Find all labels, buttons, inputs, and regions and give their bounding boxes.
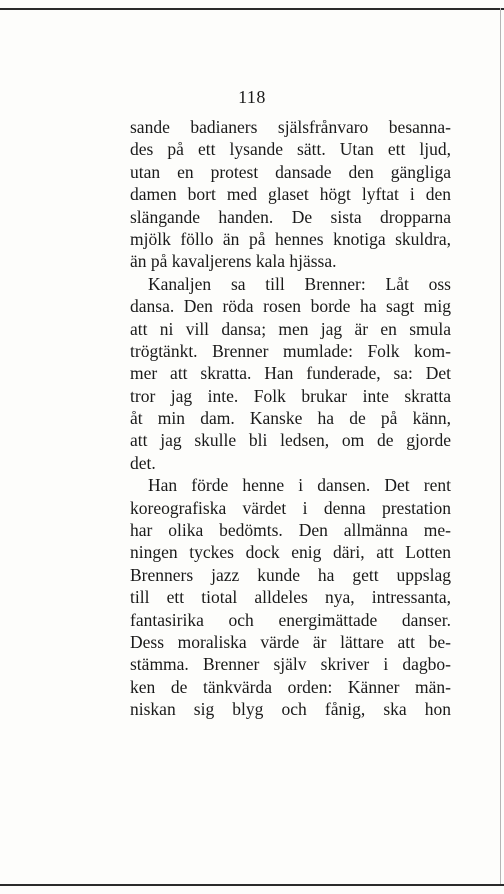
text-line: dansa. Den röda rosen borde ha sagt mig: [130, 296, 451, 317]
text-line: mer att skratta. Han funderade, sa: Det: [130, 363, 451, 384]
text-line: des på ett lysande sätt. Utan ett ljud,: [130, 139, 451, 160]
bottom-border: [0, 884, 504, 886]
text-line: att ni vill dansa; men jag är en smula: [130, 318, 451, 339]
text-line: mjölk föllo än på hennes knotiga skuldra,: [130, 228, 451, 249]
text-line: slängande handen. De sista dropparna: [130, 206, 451, 227]
text-line: stämma. Brenner själv skriver i dagbo-: [130, 654, 451, 675]
text-line: Dess moraliska värde är lättare att be-: [130, 631, 451, 652]
text-line: har olika bedömts. Den allmänna me-: [130, 520, 451, 541]
text-line: damen bort med glaset högt lyftat i den: [130, 184, 451, 205]
body-text: [130, 116, 451, 721]
page-edge: [500, 8, 501, 886]
text-line: tror jag inte. Folk brukar inte skratta: [130, 385, 451, 406]
paragraph-first-line: Kanaljen sa till Brenner: Låt oss: [148, 273, 451, 294]
text-line: fantasirika och energimättade danser.: [130, 609, 451, 630]
page-number: 118: [238, 87, 266, 107]
text-line: trögtänkt. Brenner mumlade: Folk kom-: [130, 340, 451, 361]
text-line: åt min dam. Kanske ha de på känn,: [130, 408, 451, 429]
text-line: utan en protest dansade den gängliga: [130, 161, 451, 182]
text-line: det.: [130, 452, 156, 473]
text-line: än på kavaljerens kala hjässa.: [130, 251, 337, 272]
text-line: Brenners jazz kunde ha gett uppslag: [130, 564, 451, 585]
top-border: [0, 8, 504, 10]
text-line: ningen tyckes dock enig däri, att Lotten: [130, 542, 451, 563]
text-line: koreografiska värdet i denna prestation: [130, 497, 451, 518]
text-line: till ett tiotal alldeles nya, intressanta,: [130, 587, 451, 608]
text-line: att jag skulle bli ledsen, om de gjorde: [130, 430, 451, 451]
text-line: sande badianers själsfrånvaro besanna-: [130, 117, 451, 137]
text-line: ken de tänkvärda orden: Känner män-: [130, 676, 451, 697]
paragraph-first-line: Han förde henne i dansen. Det rent: [148, 475, 451, 496]
text-line: niskan sig blyg och fånig, ska hon: [130, 699, 451, 720]
